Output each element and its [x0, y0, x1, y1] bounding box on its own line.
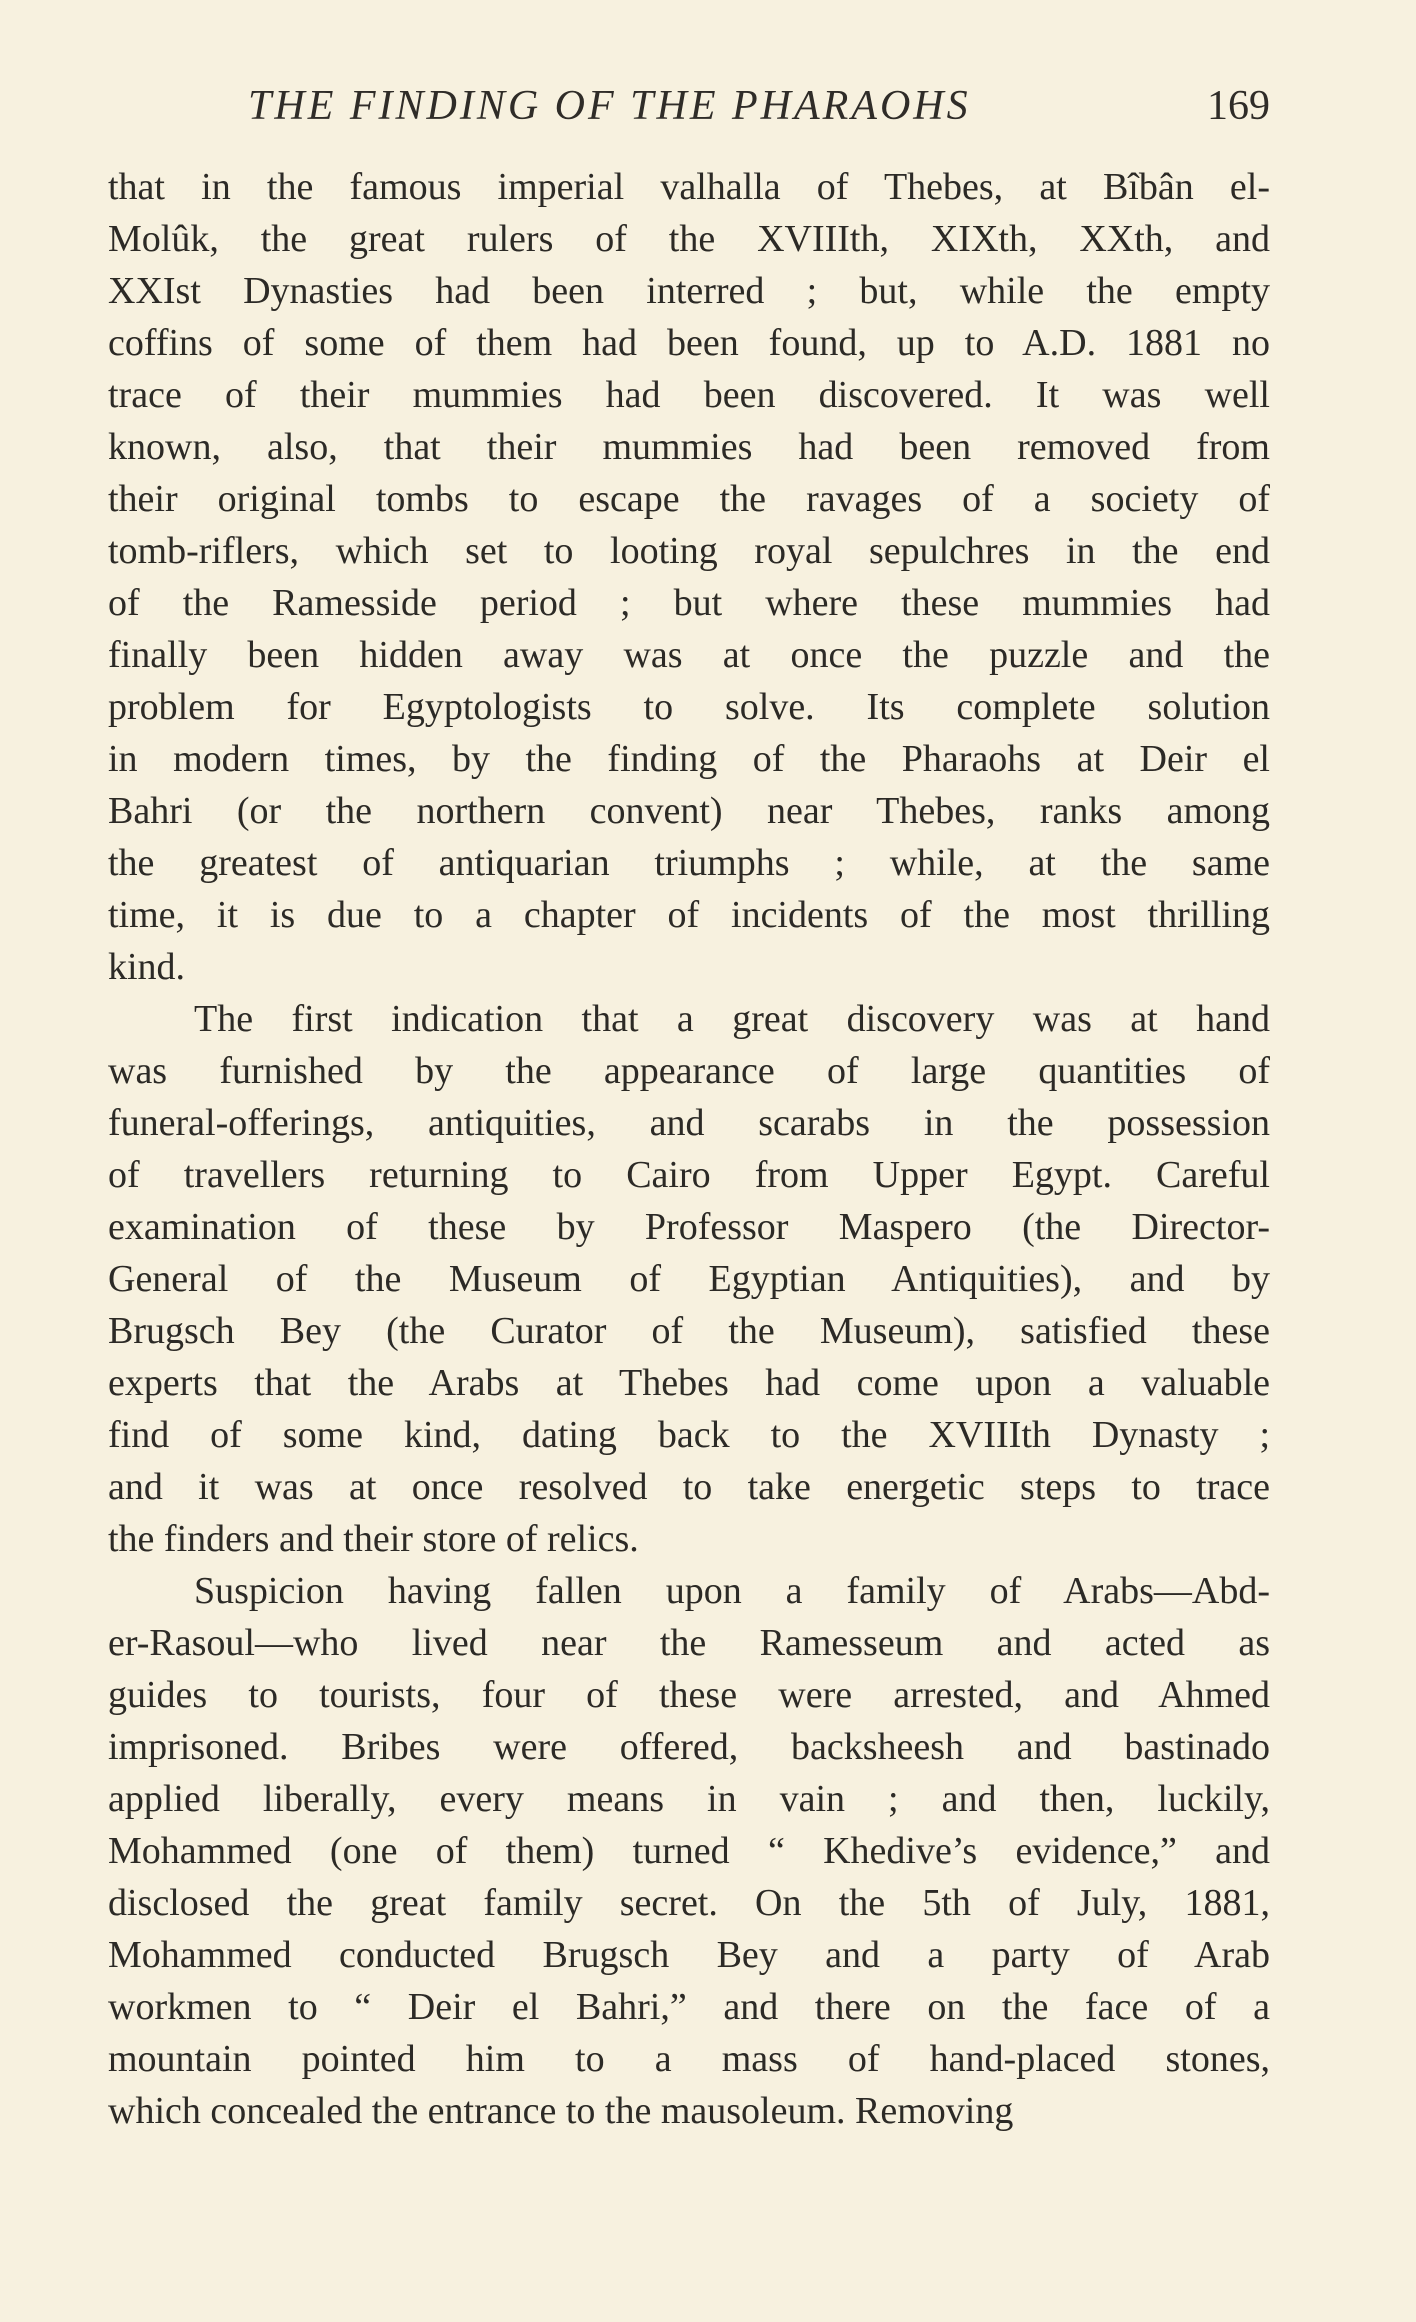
text-line: imprisoned. Bribes were offered, backsheesh and bastinado — [108, 1726, 1270, 1768]
text-line: in modern times, by the finding of the Pharaohs at Deir el — [108, 738, 1270, 780]
text-line: guides to tourists, four of these were arrested, and Ahmed — [108, 1674, 1270, 1716]
text-line: tomb-riflers, which set to looting royal sepulchres in the end — [108, 530, 1270, 572]
text-line: Molûk, the great rulers of the XVIIIth, XIXth, XXth, and — [108, 218, 1270, 260]
text-line: Mohammed (one of them) turned “ Khedive’s evidence,” and — [108, 1830, 1270, 1872]
text-line: Suspicion having fallen upon a family of Arabs—Abd- — [194, 1570, 1270, 1612]
text-line: of the Ramesside period ; but where these mummies had — [108, 582, 1270, 624]
text-line: the finders and their store of relics. — [108, 1518, 639, 1560]
text-line: which concealed the entrance to the mausoleum. Removing — [108, 2090, 1014, 2132]
text-line: finally been hidden away was at once the puzzle and the — [108, 634, 1270, 676]
text-line: examination of these by Professor Maspero (the Director- — [108, 1206, 1270, 1248]
paragraph — [108, 993, 1270, 1565]
text-line: was furnished by the appearance of large quantities of — [108, 1050, 1270, 1092]
text-line: the greatest of antiquarian triumphs ; while, at the same — [108, 842, 1270, 884]
text-line: that in the famous imperial valhalla of Thebes, at Bîbân el- — [108, 166, 1270, 208]
running-head — [108, 78, 1270, 134]
text-line: er-Rasoul—who lived near the Ramesseum and acted as — [108, 1622, 1270, 1664]
text-line: known, also, that their mummies had been removed from — [108, 426, 1270, 468]
text-line: their original tombs to escape the ravages of a society of — [108, 478, 1270, 520]
text-line: XXIst Dynasties had been interred ; but, while the empty — [108, 270, 1270, 312]
text-line: Bahri (or the northern convent) near Thebes, ranks among — [108, 790, 1270, 832]
text-line: The first indication that a great discovery was at hand — [194, 998, 1270, 1040]
text-line: and it was at once resolved to take energetic steps to trace — [108, 1466, 1270, 1508]
text-line: Mohammed conducted Brugsch Bey and a party of Arab — [108, 1934, 1270, 1976]
text-line: coffins of some of them had been found, up to A.D. 1881 no — [108, 322, 1270, 364]
body-text — [108, 161, 1270, 2137]
text-line: of travellers returning to Cairo from Upper Egypt. Careful — [108, 1154, 1270, 1196]
paragraph — [108, 161, 1270, 993]
text-line: problem for Egyptologists to solve. Its complete solution — [108, 686, 1270, 728]
text-line: disclosed the great family secret. On the 5th of July, 1881, — [108, 1882, 1270, 1924]
text-line: experts that the Arabs at Thebes had come upon a valuable — [108, 1362, 1270, 1404]
text-line: Brugsch Bey (the Curator of the Museum), satisfied these — [108, 1310, 1270, 1352]
text-line: find of some kind, dating back to the XVIIIth Dynasty ; — [108, 1414, 1270, 1456]
text-line: time, it is due to a chapter of incidents of the most thrilling — [108, 894, 1270, 936]
text-line: trace of their mummies had been discovered. It was well — [108, 374, 1270, 416]
text-line: applied liberally, every means in vain ; and then, luckily, — [108, 1778, 1270, 1820]
page-number: 169 — [1207, 83, 1270, 129]
running-title: THE FINDING OF THE PHARAOHS — [248, 83, 971, 129]
text-line: funeral-offerings, antiquities, and scarabs in the possession — [108, 1102, 1270, 1144]
text-line: kind. — [108, 946, 186, 988]
text-line: workmen to “ Deir el Bahri,” and there on the face of a — [108, 1986, 1270, 2028]
paragraph — [108, 1565, 1270, 2137]
text-line: mountain pointed him to a mass of hand-placed stones, — [108, 2038, 1270, 2080]
text-line: General of the Museum of Egyptian Antiquities), and by — [108, 1258, 1270, 1300]
